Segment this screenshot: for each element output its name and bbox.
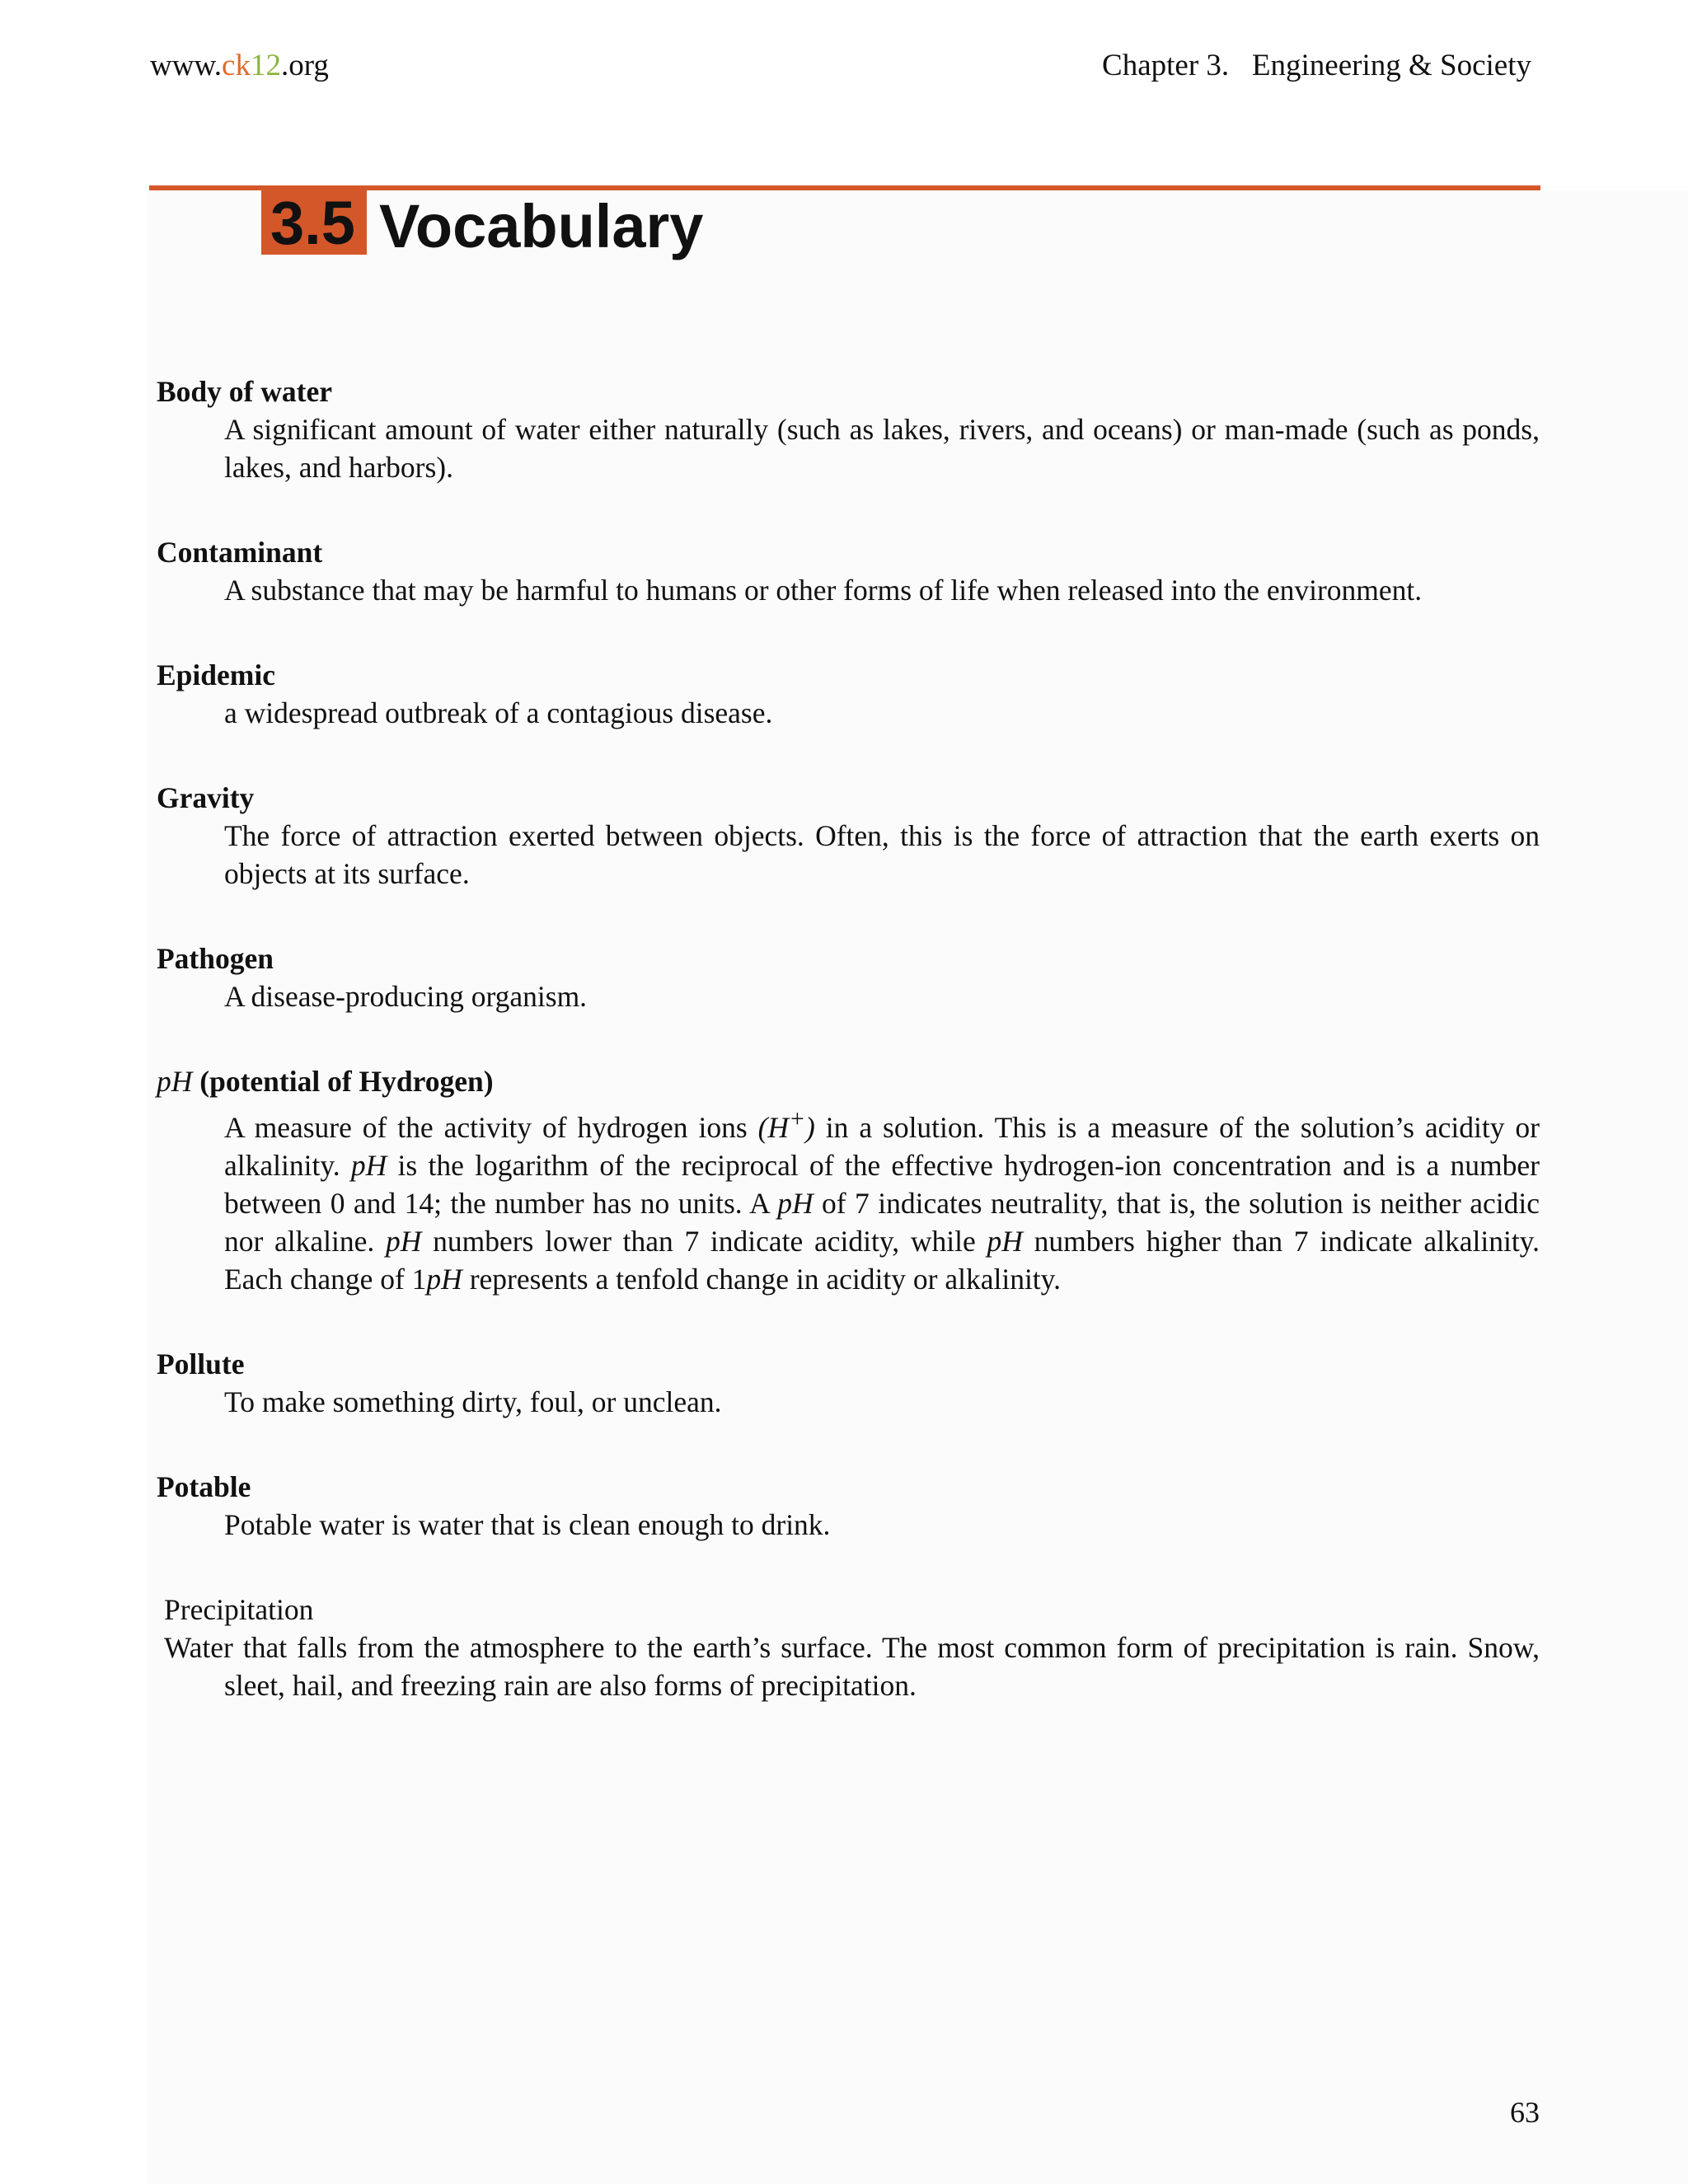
glossary-entry-potable [157, 1468, 1540, 1544]
glossary-term: Body of water [157, 375, 332, 408]
glossary-definition: A disease-producing organism. [224, 980, 588, 1013]
section-number: 3.5 [270, 189, 355, 257]
glossary-definition: A substance that may be harmful to humans or other forms of life when released into the environment. [224, 574, 1423, 607]
site-url-suffix: .org [280, 49, 329, 82]
page-number: 63 [1510, 2096, 1540, 2129]
glossary-definition: Water that falls from the atmosphere to the earth’s surface. The most common form of precipitation is rain. Snow, sleet, hail, and freezing rain are also forms of precipitation. [164, 1630, 1540, 1702]
glossary-term: Precipitation [164, 1592, 314, 1626]
glossary-entry-pathogen [157, 940, 1540, 1015]
glossary-entry-ph [157, 1062, 1540, 1298]
glossary-term: Potable [157, 1469, 251, 1503]
glossary-definition: a widespread outbreak of a contagious disease. [224, 696, 773, 729]
definition-text: A measure of the activity of hydrogen ions [224, 1110, 758, 1144]
formula-close: ) [805, 1110, 815, 1144]
definition-text: of 7 indicates neutrality, that is, the solution is neither acidic nor alkaline. [224, 1186, 1540, 1258]
glossary-definition: A significant amount of water either naturally (such as lakes, rivers, and oceans) or man-made (such as ponds, lakes, and harbors). [224, 413, 1540, 484]
glossary-entry-body-of-water [157, 373, 1540, 486]
ph-term-expansion: (potential of Hydrogen) [199, 1065, 494, 1098]
site-url-ck: ck [222, 49, 251, 82]
ph-symbol: pH [777, 1186, 814, 1220]
ph-symbol: pH [350, 1148, 387, 1182]
definition-text: numbers higher than 7 indicate alkalinity. Each change of 1 [224, 1224, 1540, 1296]
glossary-term: Pollute [157, 1347, 245, 1380]
glossary-term [157, 1062, 1540, 1100]
definition-text: numbers lower than 7 indicate acidity, while [421, 1224, 987, 1258]
glossary-term: Gravity [157, 781, 255, 814]
glossary-definition: The force of attraction exerted between objects. Often, this is the force of attraction that the earth exerts on objects at its surface. [224, 819, 1540, 890]
glossary-definition [157, 1100, 1540, 1298]
glossary-entry-precipitation [157, 1591, 1540, 1704]
glossary-entry-gravity [157, 779, 1540, 893]
formula-text: (H [757, 1110, 790, 1144]
site-url-12: 12 [250, 49, 281, 82]
glossary-definition: Potable water is water that is clean enough to drink. [224, 1507, 831, 1541]
site-url[interactable] [150, 46, 329, 86]
definition-text: is the logarithm of the reciprocal of the effective hydrogen-ion concentration and is a number between 0 and 14; the number has no units. A [224, 1148, 1540, 1220]
glossary-term: Contaminant [157, 536, 323, 569]
ph-symbol: pH [157, 1065, 193, 1098]
site-url-prefix: www. [150, 49, 223, 82]
glossary-entry-epidemic [157, 656, 1540, 732]
glossary-term: Epidemic [157, 658, 275, 691]
glossary-entry-contaminant [157, 533, 1540, 609]
definition-text: in a solution. This is a measure of the solution’s acidity or alkalinity. [224, 1110, 1540, 1182]
formula-superscript: + [789, 1106, 806, 1132]
ph-symbol: pH [386, 1224, 422, 1258]
glossary-term: Pathogen [157, 942, 274, 975]
definition-text: represents a tenfold change in acidity or alkalinity. [462, 1262, 1061, 1296]
glossary-definition: To make something dirty, foul, or unclean. [224, 1385, 722, 1418]
ph-symbol: pH [426, 1262, 462, 1296]
glossary-entry-pollute [157, 1345, 1540, 1421]
glossary-list [157, 373, 1540, 1751]
chapter-header: Chapter 3. Engineering & Society [1102, 49, 1531, 82]
section-title: Vocabulary [379, 192, 704, 260]
ph-symbol: pH [987, 1224, 1023, 1258]
hydrogen-ion-formula [757, 1106, 815, 1144]
